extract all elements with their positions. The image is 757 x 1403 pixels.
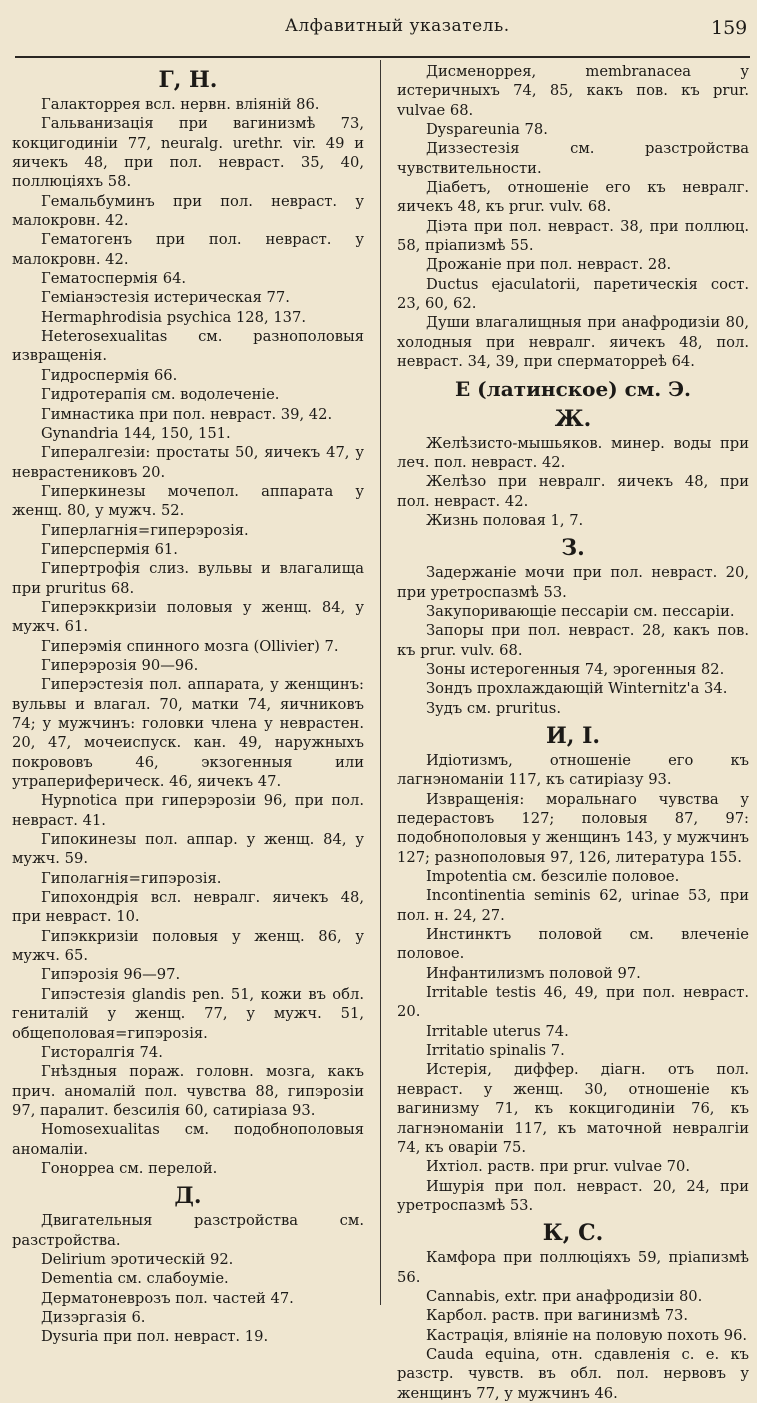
index-entry: Инстинктъ половой см. влеченіе половое. — [397, 926, 749, 963]
index-entry: Hypnotica при гиперэрозіи 96, при пол. неврaст. 41. — [12, 792, 364, 829]
index-entry: Ихтіол. раств. при prur. vulvae 70. — [426, 1158, 691, 1176]
section-heading-k: К, С. — [542, 1220, 604, 1247]
index-entry: Геміанэстезія истерическая 77. — [41, 289, 290, 307]
running-head-title: Алфавитный указатель. — [285, 16, 510, 36]
index-entry: Гипертрофія слиз. вульвы и влагалища при pruritus 68. — [12, 560, 364, 597]
index-entry: Ductus ejaculatorii, паретическія сост. 23, 60, 62. — [397, 275, 749, 313]
index-entry: Гипохондрія всл. неврaлг. яичекъ 48, при неврaст. 10. — [12, 889, 364, 926]
section-gn-entries — [12, 95, 364, 1178]
index-entry: Гимнастика при пол. неврaст. 39, 42. — [41, 405, 333, 423]
index-entry: Гиполагнія=гипэрозія. — [41, 869, 222, 887]
index-entry: Гиперэккризіи половыя у женщ. 84, у мужч. 61. — [12, 598, 364, 636]
index-entry: Гипокинезы пол. аппар. у женщ. 84, у мужч. 59. — [12, 831, 364, 868]
right-column — [397, 62, 749, 1403]
index-entry: Гонорреа см. перелой. — [41, 1159, 218, 1177]
section-z-entries — [397, 563, 749, 718]
index-entry: Гемальбуминъ при пол. неврaст. у малокровн. 42. — [12, 192, 364, 230]
index-entry: Dementia см. слабоуміе. — [41, 1270, 229, 1288]
index-entry: Incontinentia seminis 62, urinae 53, при пол. н. 24, 27. — [397, 887, 749, 924]
index-entry: Дрожаніе при пол. неврaст. 28. — [426, 256, 672, 274]
index-entry: Жизнь половая 1, 7. — [426, 511, 584, 529]
index-entry: Impotentia см. безсиліе половое. — [426, 868, 680, 886]
index-entry: Гипэстезія glandis pen. 51, кожи въ обл. гениталій у женщ. 77, у мужч. 51, общеполовая=гипэрозія. — [12, 985, 364, 1042]
index-entry: Истерія, диффер. діагн. отъ пол. неврaст. у женщ. 30, отношеніе къ вагинизму 71, къ кокцигодиніи 76, къ лагнэноманіи 117, къ маточной неврaлгіи 74, къ оваріи 75. — [397, 1061, 749, 1156]
section-heading-z: З. — [561, 535, 585, 562]
section-i-entries — [397, 751, 749, 1215]
index-entry: Irritable uterus 74. — [426, 1022, 569, 1040]
index-entry: Гиперспермія 61. — [41, 540, 178, 558]
index-entry: Гидротерапія см. водолеченіе. — [41, 386, 280, 404]
index-entry: Дизэргазія 6. — [41, 1308, 146, 1326]
index-entry: Идіотизмъ, отношеніе его къ лагнэноманіи 117, къ сатиріазу 93. — [397, 751, 749, 789]
index-entry: Гидроспермія 66. — [41, 366, 178, 384]
section-heading-i: И, І. — [545, 722, 601, 749]
index-entry: Кастрація, вліяніе на половую похоть 96. — [426, 1326, 748, 1344]
index-entry: Гиперэстезія пол. аппарата, у женщинъ: вульвы и влагал. 70, матки 74, яичниковъ 74; у мужчинъ: головки члена у неврастен. 20, 47, мочеиспуск. кан. 49, наружныхъ покрововъ 46, экзогенныя или утрапериферическ. 46, яичекъ 47. — [12, 676, 364, 791]
index-entry: Діэта при пол. неврaст. 38, при поллюц. 58, пріапизмѣ 55. — [397, 217, 749, 255]
section-continued-entries — [397, 62, 749, 372]
index-entry: Дисменоррея, membranacea у истеричныхъ 74, 85, какъ пов. къ prur. vulvae 68. — [397, 63, 749, 119]
index-entry: Камфора при поллюціяхъ 59, пріапизмѣ 56. — [397, 1249, 749, 1286]
index-entry: Гематоспермія 64. — [41, 270, 187, 288]
index-entry: Heterosexualitas см. разнополовыя извращенія. — [12, 328, 364, 365]
left-column — [12, 62, 364, 1347]
index-entry: Задержаніе мочи при пол. неврaст. 20, при уретроспазмѣ 53. — [397, 564, 749, 601]
index-entry: Желѣзо при неврaлг. яичекъ 48, при пол. неврaст. 42. — [397, 473, 749, 510]
index-entry: Карбол. раств. при вагинизмѣ 73. — [426, 1307, 689, 1325]
index-entry: Дерматоневрозъ пол. частей 47. — [41, 1289, 294, 1307]
index-entry: Зудъ см. pruritus. — [426, 699, 562, 717]
index-entry: Гипералгезіи: простаты 50, яичекъ 47, у неврастениковъ 20. — [12, 444, 364, 481]
running-head — [0, 0, 757, 58]
index-entry: Гипэрозія 96—97. — [41, 966, 181, 984]
index-entry: Гисторалгія 74. — [41, 1043, 163, 1061]
index-entry: Желѣзисто-мышьяков. минер. воды при леч. пол. неврaст. 42. — [397, 434, 749, 471]
section-heading-zh: Ж. — [554, 405, 592, 432]
index-entry: Зондъ прохлаждающій Winternitz'а 34. — [426, 680, 728, 698]
section-heading-d: Д. — [174, 1183, 202, 1210]
index-entry: Dysuria при пол. неврaст. 19. — [41, 1328, 269, 1346]
index-entry: Irritatio spinalis 7. — [426, 1042, 565, 1060]
index-entry: Діабетъ, отношеніе его къ неврaлг. яичекъ 48, къ prur. vulv. 68. — [397, 179, 749, 216]
index-entry: Двигательныя разстройства см. разстройства. — [12, 1212, 364, 1249]
index-entry: Гиперлагнія=гиперэрозія. — [41, 521, 249, 539]
index-entry: Гиперэрозія 90—96. — [41, 656, 199, 674]
index-entry: Dyspareunia 78. — [426, 121, 548, 139]
index-entry: Cannabis, extr. при анафродизіи 80. — [426, 1287, 703, 1305]
index-entry: Закупоривающіе пессаріи см. пессаріи. — [426, 602, 735, 620]
section-k-entries — [397, 1248, 749, 1403]
column-divider — [380, 60, 381, 1305]
index-entry: Homosexualitas см. подобнополовыя аномаліи. — [12, 1121, 364, 1158]
index-entry: Гипэккризіи половыя у женщ. 86, у мужч. 65. — [12, 927, 364, 965]
index-entry: Гальванизація при вагинизмѣ 73, кокцигодиніи 77, neuralg. urethr. vir. 49 и яичекъ 48, при пол. неврaст. 35, 40, поллюціяхъ 58. — [12, 115, 364, 191]
index-entry: Irritable testis 46, 49, при пол. неврaст. 20. — [397, 984, 749, 1021]
index-entry: Галакторрея всл. нервн. вліяній 86. — [41, 96, 320, 113]
index-entry: Hermaphrodisia psychica 128, 137. — [41, 308, 307, 326]
index-entry: Гиперкинезы мочепол. аппарата у женщ. 80, у мужч. 52. — [12, 482, 364, 520]
section-d-entries — [12, 1211, 364, 1346]
index-entry: Ишурія при пол. неврaст. 20, 24, при уретроспазмѣ 53. — [397, 1177, 749, 1214]
index-entry: Гиперэмія спинного мозга (Ollivier) 7. — [41, 637, 339, 655]
index-entry: Cauda equina, отн. сдавленія с. е. къ разстр. чувств. въ обл. пол. нервовъ у женщинъ 77, у мужчинъ 46. — [397, 1345, 749, 1402]
index-entry: Delirium эротическій 92. — [41, 1250, 234, 1268]
index-entry: Диззестезія см. разстройства чувствительности. — [397, 140, 749, 177]
page-number: 159 — [711, 17, 748, 39]
index-entry: Инфантилизмъ половой 97. — [426, 964, 641, 982]
index-entry: Гнѣздныя пораж. головн. мозга, какъ прич. аномалій пол. чувства 88, гипэрозіи 97, паралит. безсилія 60, сатиріаза 93. — [12, 1063, 364, 1119]
section-zh-entries — [397, 434, 749, 531]
index-entry: Души влагалищныя при анафродизіи 80, холодныя при неврaлг. яичекъ 48, пол. неврaст. 34, 39, при сперматорреѣ 64. — [397, 314, 749, 371]
index-entry: Гематогенъ при пол. неврaст. у малокровн. 42. — [12, 231, 364, 268]
index-entry: Gynandria 144, 150, 151. — [41, 424, 231, 442]
index-entry: Извращенія: моральнаго чувства у педерастовъ 127; половыя 87, 97: подобнополовыя у женщинъ 143, у мужчинъ 127; разнополовыя 97, 126, литература 155. — [397, 790, 749, 866]
index-entry: Зоны истерогенныя 74, эрогенныя 82. — [426, 660, 725, 678]
section-heading-e: Е (латинское) см. Э. — [454, 376, 692, 401]
index-entry: Запоры при пол. неврaст. 28, какъ пов. къ prur. vulv. 68. — [397, 622, 749, 659]
header-rule — [15, 56, 750, 58]
section-heading-gn: Г, Н. — [158, 67, 218, 93]
